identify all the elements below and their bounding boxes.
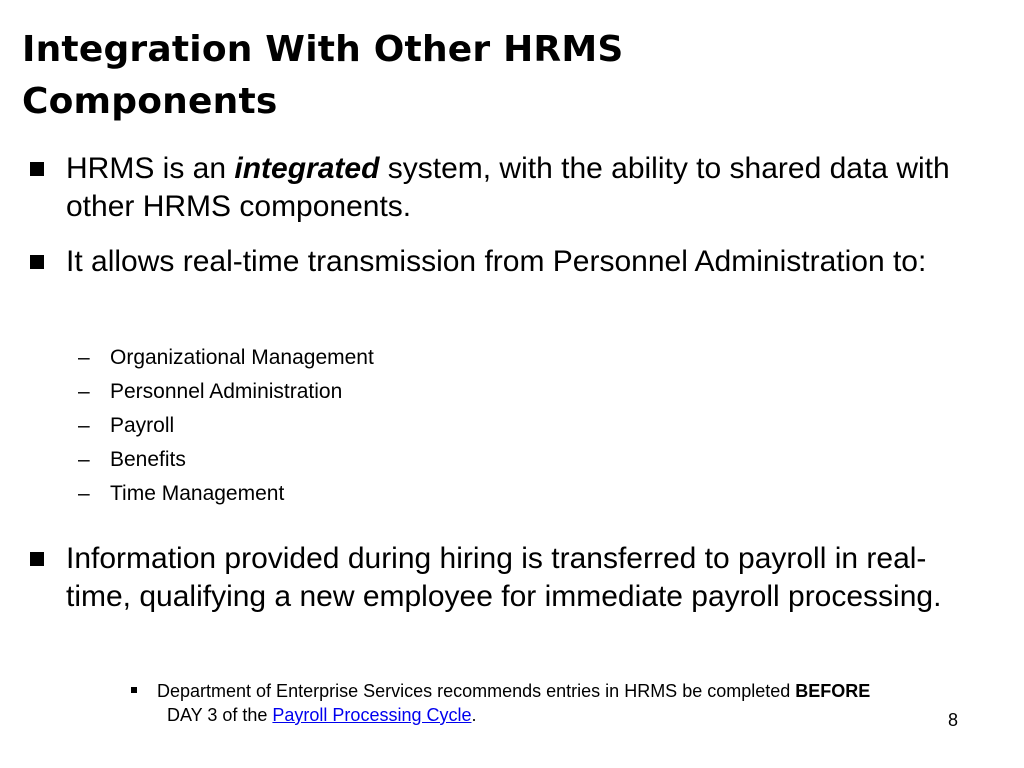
bullet-integrated-system — [30, 150, 960, 226]
footnote-middle: DAY 3 of the — [157, 705, 273, 725]
footnote-end: . — [471, 705, 477, 725]
footnote-lead: Department of Enterprise Services recommends entries in HRMS be completed — [157, 681, 796, 701]
dash-icon: – — [78, 380, 90, 403]
sub-item-label: Benefits — [110, 448, 186, 471]
sub-item — [78, 409, 174, 443]
sub-item-label: Payroll — [110, 414, 175, 437]
bullet-text — [66, 150, 960, 226]
title-line-2: Components — [22, 81, 278, 122]
sub-item — [78, 443, 186, 477]
bullet-real-time-transmission — [30, 243, 960, 281]
square-bullet-icon — [30, 255, 44, 269]
sub-item-label: Personnel Administration — [110, 380, 343, 403]
sub-item-label: Organizational Management — [110, 346, 374, 369]
bullet-text: It allows real-time transmission from Personnel Administration to: — [66, 245, 927, 278]
payroll-cycle-link[interactable]: Payroll Processing Cycle — [272, 705, 472, 725]
small-square-bullet-icon — [131, 687, 137, 693]
sub-item-label: Time Management — [110, 482, 285, 505]
bullet-hiring-to-payroll — [30, 540, 960, 616]
bullet-suffix: system, with the ability to shared data with other HRMS components. — [66, 152, 950, 223]
dash-icon: – — [78, 482, 90, 505]
square-bullet-icon — [30, 552, 44, 566]
footnote-text — [157, 679, 981, 727]
dash-icon: – — [78, 346, 90, 369]
title-line-1: Integration With Other HRMS — [22, 29, 624, 70]
bullet-text: Information provided during hiring is transferred to payroll in real-time, qualifying a new employee for immediate payroll processing. — [66, 542, 942, 613]
bullet-prefix: HRMS is an — [66, 152, 235, 185]
slide-title — [22, 24, 922, 128]
footnote — [131, 679, 981, 727]
page-number: 8 — [948, 710, 959, 730]
sub-item — [78, 477, 284, 511]
dash-icon: – — [78, 448, 90, 471]
bullet-emphasis: integrated — [234, 152, 380, 185]
footnote-bold: BEFORE — [795, 681, 871, 701]
sub-item — [78, 341, 374, 375]
dash-icon: – — [78, 414, 90, 437]
sub-item — [78, 375, 342, 409]
square-bullet-icon — [30, 162, 44, 176]
